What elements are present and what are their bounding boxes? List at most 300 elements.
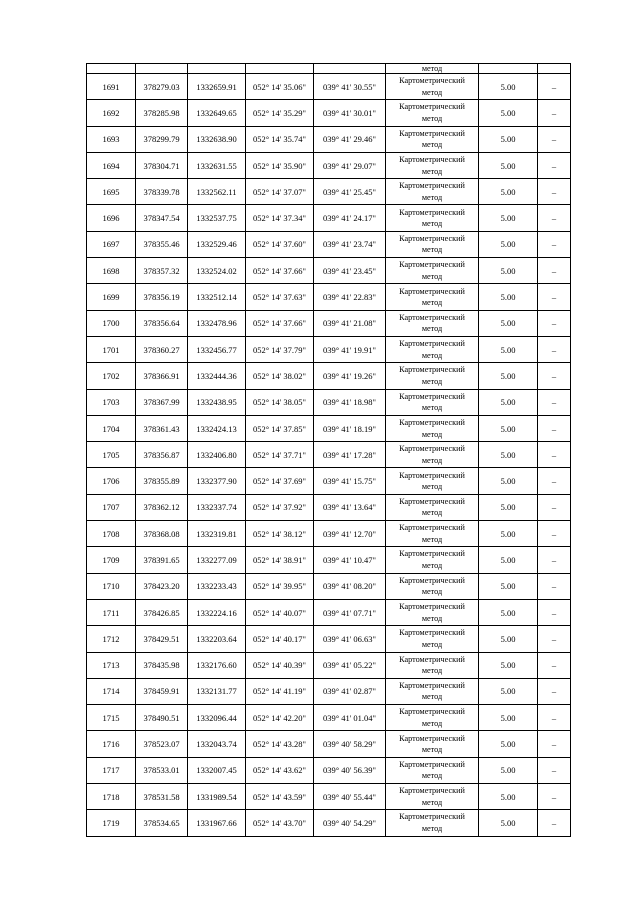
x-coordinate-cell: 378360.27: [136, 336, 188, 362]
note-cell: –: [538, 547, 571, 573]
method-line-2: метод: [421, 613, 443, 623]
method-line-1: Картометрический: [399, 575, 465, 585]
note-cell: –: [538, 415, 571, 441]
y-coordinate-cell: 1332424.13: [188, 415, 246, 441]
latitude-cell: 052° 14' 42.20": [246, 705, 314, 731]
method-cell: [386, 179, 479, 205]
table-row: [87, 415, 571, 441]
method-line-1: Картометрический: [399, 654, 465, 664]
table-row: [87, 363, 571, 389]
point-number-cell: 1697: [87, 231, 136, 257]
latitude-cell: 052° 14' 37.60": [246, 231, 314, 257]
note-cell: –: [538, 284, 571, 310]
method-line-2: метод: [421, 87, 443, 97]
accuracy-cell: 5.00: [479, 363, 538, 389]
longitude-cell: 039° 41' 13.64": [314, 494, 386, 520]
latitude-cell: 052° 14' 37.92": [246, 494, 314, 520]
y-coordinate-cell: 1332631.55: [188, 152, 246, 178]
method-cell: [386, 258, 479, 284]
longitude-cell: 039° 41' 21.08": [314, 310, 386, 336]
y-coordinate-cell: 1331967.66: [188, 810, 246, 836]
accuracy-cell: 5.00: [479, 678, 538, 704]
method-line-2: метод: [421, 192, 443, 202]
latitude-cell: 052° 14' 40.39": [246, 652, 314, 678]
longitude-cell: 039° 41' 19.26": [314, 363, 386, 389]
accuracy-cell: 5.00: [479, 521, 538, 547]
method-cell: [386, 468, 479, 494]
y-coordinate-cell: 1332524.02: [188, 258, 246, 284]
accuracy-cell: 5.00: [479, 810, 538, 836]
x-coordinate-cell: 378339.78: [136, 179, 188, 205]
method-cell: [386, 363, 479, 389]
x-coordinate-cell: 378304.71: [136, 152, 188, 178]
method-line-2: метод: [421, 639, 443, 649]
method-line-1: Картометрический: [399, 207, 465, 217]
accuracy-cell: 5.00: [479, 258, 538, 284]
note-cell: –: [538, 336, 571, 362]
point-number-cell: 1696: [87, 205, 136, 231]
y-coordinate-cell: 1332406.80: [188, 442, 246, 468]
method-line-1: Картометрический: [399, 602, 465, 612]
table-row: [87, 626, 571, 652]
accuracy-cell: 5.00: [479, 74, 538, 100]
note-cell: –: [538, 74, 571, 100]
point-number-cell: 1699: [87, 284, 136, 310]
method-line-1: Картометрический: [399, 733, 465, 743]
table-row: [87, 731, 571, 757]
method-line-1: Картометрический: [399, 233, 465, 243]
method-line-2: метод: [421, 718, 443, 728]
longitude-cell: 039° 40' 56.39": [314, 757, 386, 783]
note-cell: –: [538, 521, 571, 547]
note-cell: –: [538, 494, 571, 520]
point-number-cell: 1691: [87, 74, 136, 100]
longitude-cell: 039° 41' 18.19": [314, 415, 386, 441]
latitude-cell: 052° 14' 38.05": [246, 389, 314, 415]
y-coordinate-cell: 1332203.64: [188, 626, 246, 652]
point-number-cell: 1698: [87, 258, 136, 284]
x-coordinate-cell: 378435.98: [136, 652, 188, 678]
table-row: [87, 494, 571, 520]
x-coordinate-cell: 378531.58: [136, 784, 188, 810]
empty-cell: [188, 64, 246, 74]
method-line-2: метод: [421, 797, 443, 807]
x-coordinate-cell: 378355.46: [136, 231, 188, 257]
latitude-cell: 052° 14' 43.59": [246, 784, 314, 810]
accuracy-cell: 5.00: [479, 336, 538, 362]
method-line-2: метод: [421, 508, 443, 518]
method-line-2: метод: [421, 245, 443, 255]
empty-cell: [314, 64, 386, 74]
point-number-cell: 1692: [87, 100, 136, 126]
method-line-1: Картометрический: [399, 260, 465, 270]
latitude-cell: 052° 14' 35.29": [246, 100, 314, 126]
table-row: [87, 810, 571, 836]
point-number-cell: 1715: [87, 705, 136, 731]
latitude-cell: 052° 14' 37.69": [246, 468, 314, 494]
y-coordinate-cell: 1332043.74: [188, 731, 246, 757]
longitude-cell: 039° 41' 19.91": [314, 336, 386, 362]
table-row: [87, 310, 571, 336]
longitude-cell: 039° 41' 15.75": [314, 468, 386, 494]
latitude-cell: 052° 14' 40.17": [246, 626, 314, 652]
note-cell: –: [538, 310, 571, 336]
point-number-cell: 1694: [87, 152, 136, 178]
method-line-1: Картометрический: [399, 707, 465, 717]
y-coordinate-cell: 1332478.96: [188, 310, 246, 336]
method-line-2: метод: [421, 429, 443, 439]
x-coordinate-cell: 378533.01: [136, 757, 188, 783]
x-coordinate-cell: 378361.43: [136, 415, 188, 441]
latitude-cell: 052° 14' 37.66": [246, 310, 314, 336]
method-cell: [386, 626, 479, 652]
method-line-2: метод: [421, 771, 443, 781]
empty-cell: [136, 64, 188, 74]
accuracy-cell: 5.00: [479, 494, 538, 520]
method-line-1: Картометрический: [399, 312, 465, 322]
longitude-cell: 039° 41' 08.20": [314, 573, 386, 599]
longitude-cell: 039° 41' 29.46": [314, 126, 386, 152]
note-cell: –: [538, 205, 571, 231]
x-coordinate-cell: 378391.65: [136, 547, 188, 573]
method-line-2: метод: [421, 482, 443, 492]
method-cell: [386, 231, 479, 257]
accuracy-cell: 5.00: [479, 284, 538, 310]
table-row: [87, 678, 571, 704]
longitude-cell: 039° 41' 05.22": [314, 652, 386, 678]
accuracy-cell: 5.00: [479, 179, 538, 205]
method-cell: [386, 415, 479, 441]
accuracy-cell: 5.00: [479, 152, 538, 178]
latitude-cell: 052° 14' 38.02": [246, 363, 314, 389]
method-cell: [386, 100, 479, 126]
method-line-1: Картометрический: [399, 339, 465, 349]
table-row: [87, 389, 571, 415]
x-coordinate-cell: 378523.07: [136, 731, 188, 757]
accuracy-cell: 5.00: [479, 731, 538, 757]
y-coordinate-cell: 1332649.65: [188, 100, 246, 126]
x-coordinate-cell: 378356.87: [136, 442, 188, 468]
method-line-1: Картометрический: [399, 418, 465, 427]
latitude-cell: 052° 14' 37.63": [246, 284, 314, 310]
longitude-cell: 039° 41' 06.63": [314, 626, 386, 652]
longitude-cell: 039° 41' 25.45": [314, 179, 386, 205]
y-coordinate-cell: 1332529.46: [188, 231, 246, 257]
point-number-cell: 1718: [87, 784, 136, 810]
point-number-cell: 1705: [87, 442, 136, 468]
method-cell: [386, 494, 479, 520]
point-number-cell: 1719: [87, 810, 136, 836]
x-coordinate-cell: 378356.64: [136, 310, 188, 336]
x-coordinate-cell: 378490.51: [136, 705, 188, 731]
method-line-1: Картометрический: [399, 391, 465, 401]
method-line-1: Картометрический: [399, 181, 465, 191]
latitude-cell: 052° 14' 41.19": [246, 678, 314, 704]
y-coordinate-cell: 1332638.90: [188, 126, 246, 152]
method-line-2: метод: [421, 324, 443, 334]
accuracy-cell: 5.00: [479, 757, 538, 783]
y-coordinate-cell: 1332233.43: [188, 573, 246, 599]
method-line-2: метод: [421, 666, 443, 676]
x-coordinate-cell: 378366.91: [136, 363, 188, 389]
table-row: [87, 231, 571, 257]
point-number-cell: 1704: [87, 415, 136, 441]
accuracy-cell: 5.00: [479, 573, 538, 599]
x-coordinate-cell: 378285.98: [136, 100, 188, 126]
y-coordinate-cell: 1332456.77: [188, 336, 246, 362]
method-cell: [386, 731, 479, 757]
longitude-cell: 039° 41' 22.83": [314, 284, 386, 310]
note-cell: –: [538, 705, 571, 731]
x-coordinate-cell: 378356.19: [136, 284, 188, 310]
method-cell: [386, 336, 479, 362]
x-coordinate-cell: 378347.54: [136, 205, 188, 231]
point-number-cell: 1714: [87, 678, 136, 704]
latitude-cell: 052° 14' 37.34": [246, 205, 314, 231]
table-row: [87, 179, 571, 205]
y-coordinate-cell: 1332438.95: [188, 389, 246, 415]
longitude-cell: 039° 41' 18.98": [314, 389, 386, 415]
table-row: [87, 152, 571, 178]
latitude-cell: 052° 14' 43.70": [246, 810, 314, 836]
accuracy-cell: 5.00: [479, 468, 538, 494]
point-number-cell: 1700: [87, 310, 136, 336]
x-coordinate-cell: 378367.99: [136, 389, 188, 415]
longitude-cell: 039° 41' 17.28": [314, 442, 386, 468]
note-cell: –: [538, 731, 571, 757]
accuracy-cell: 5.00: [479, 784, 538, 810]
y-coordinate-cell: 1332444.36: [188, 363, 246, 389]
x-coordinate-cell: 378534.65: [136, 810, 188, 836]
accuracy-cell: 5.00: [479, 389, 538, 415]
note-cell: –: [538, 652, 571, 678]
continuation-row: [87, 64, 571, 74]
latitude-cell: 052° 14' 38.12": [246, 521, 314, 547]
x-coordinate-cell: 378429.51: [136, 626, 188, 652]
note-cell: –: [538, 810, 571, 836]
method-line-2: метод: [421, 113, 443, 123]
y-coordinate-cell: 1332562.11: [188, 179, 246, 205]
longitude-cell: 039° 41' 23.45": [314, 258, 386, 284]
note-cell: –: [538, 678, 571, 704]
method-line-2: метод: [421, 745, 443, 755]
table-row: [87, 442, 571, 468]
longitude-cell: 039° 40' 58.29": [314, 731, 386, 757]
method-line-1: Картометрический: [399, 812, 465, 822]
method-cell: [386, 652, 479, 678]
table-row: [87, 573, 571, 599]
latitude-cell: 052° 14' 43.28": [246, 731, 314, 757]
accuracy-cell: 5.00: [479, 205, 538, 231]
method-line-1: Картометрический: [399, 286, 465, 296]
accuracy-cell: 5.00: [479, 126, 538, 152]
method-line-1: Картометрический: [399, 680, 465, 690]
method-line-1: Картометрический: [399, 470, 465, 480]
table-row: [87, 652, 571, 678]
table-row: [87, 521, 571, 547]
table-row: [87, 258, 571, 284]
table-row: [87, 205, 571, 231]
table-row: [87, 284, 571, 310]
method-cell: [386, 152, 479, 178]
empty-cell: [246, 64, 314, 74]
method-line-1: Картометрический: [399, 786, 465, 796]
x-coordinate-cell: 378362.12: [136, 494, 188, 520]
x-coordinate-cell: 378459.91: [136, 678, 188, 704]
longitude-cell: 039° 41' 01.04": [314, 705, 386, 731]
method-cell: [386, 64, 479, 74]
latitude-cell: 052° 14' 39.95": [246, 573, 314, 599]
point-number-cell: 1695: [87, 179, 136, 205]
method-cell: [386, 442, 479, 468]
table-row: [87, 74, 571, 100]
latitude-cell: 052° 14' 37.79": [246, 336, 314, 362]
method-line-1: Картометрический: [399, 523, 465, 533]
accuracy-cell: 5.00: [479, 705, 538, 731]
note-cell: –: [538, 389, 571, 415]
longitude-cell: 039° 40' 55.44": [314, 784, 386, 810]
method-line-2: метод: [421, 403, 443, 413]
table-row: [87, 599, 571, 625]
method-cell: [386, 310, 479, 336]
method-line-2: метод: [421, 298, 443, 308]
x-coordinate-cell: 378279.03: [136, 74, 188, 100]
note-cell: –: [538, 363, 571, 389]
point-number-cell: 1709: [87, 547, 136, 573]
latitude-cell: 052° 14' 37.66": [246, 258, 314, 284]
note-cell: –: [538, 599, 571, 625]
accuracy-cell: 5.00: [479, 415, 538, 441]
method-cell: [386, 705, 479, 731]
method-line-1: Картометрический: [399, 549, 465, 559]
point-number-cell: 1702: [87, 363, 136, 389]
method-line-2: метод: [421, 376, 443, 386]
latitude-cell: 052° 14' 35.90": [246, 152, 314, 178]
point-number-cell: 1712: [87, 626, 136, 652]
method-line-2: метод: [421, 166, 443, 176]
point-number-cell: 1703: [87, 389, 136, 415]
x-coordinate-cell: 378368.08: [136, 521, 188, 547]
table-row: [87, 126, 571, 152]
point-number-cell: 1711: [87, 599, 136, 625]
empty-cell: [479, 64, 538, 74]
y-coordinate-cell: 1332512.14: [188, 284, 246, 310]
accuracy-cell: 5.00: [479, 547, 538, 573]
table-row: [87, 100, 571, 126]
method-line-2: метод: [421, 350, 443, 360]
y-coordinate-cell: 1332131.77: [188, 678, 246, 704]
accuracy-cell: 5.00: [479, 100, 538, 126]
y-coordinate-cell: 1332176.60: [188, 652, 246, 678]
x-coordinate-cell: 378423.20: [136, 573, 188, 599]
method-line-1: Картометрический: [399, 155, 465, 165]
accuracy-cell: 5.00: [479, 310, 538, 336]
point-number-cell: 1716: [87, 731, 136, 757]
method-cell: [386, 573, 479, 599]
x-coordinate-cell: 378426.85: [136, 599, 188, 625]
method-cell: [386, 757, 479, 783]
point-number-cell: 1708: [87, 521, 136, 547]
latitude-cell: 052° 14' 40.07": [246, 599, 314, 625]
accuracy-cell: 5.00: [479, 599, 538, 625]
longitude-cell: 039° 41' 30.55": [314, 74, 386, 100]
x-coordinate-cell: 378357.32: [136, 258, 188, 284]
note-cell: –: [538, 179, 571, 205]
y-coordinate-cell: 1331989.54: [188, 784, 246, 810]
note-cell: –: [538, 468, 571, 494]
point-number-cell: 1706: [87, 468, 136, 494]
latitude-cell: 052° 14' 37.07": [246, 179, 314, 205]
y-coordinate-cell: 1332007.45: [188, 757, 246, 783]
method-line-2: метод: [421, 219, 443, 229]
method-cell: [386, 547, 479, 573]
method-line-2: метод: [421, 64, 443, 73]
accuracy-cell: 5.00: [479, 231, 538, 257]
method-line-2: метод: [421, 455, 443, 465]
y-coordinate-cell: 1332277.09: [188, 547, 246, 573]
longitude-cell: 039° 40' 54.29": [314, 810, 386, 836]
method-cell: [386, 810, 479, 836]
y-coordinate-cell: 1332096.44: [188, 705, 246, 731]
y-coordinate-cell: 1332337.74: [188, 494, 246, 520]
method-cell: [386, 205, 479, 231]
method-line-2: метод: [421, 534, 443, 544]
y-coordinate-cell: 1332537.75: [188, 205, 246, 231]
point-number-cell: 1710: [87, 573, 136, 599]
latitude-cell: 052° 14' 37.71": [246, 442, 314, 468]
table-row: [87, 547, 571, 573]
latitude-cell: 052° 14' 37.85": [246, 415, 314, 441]
longitude-cell: 039° 41' 02.87": [314, 678, 386, 704]
table-row: [87, 468, 571, 494]
longitude-cell: 039° 41' 23.74": [314, 231, 386, 257]
method-line-1: Картометрический: [399, 128, 465, 138]
method-line-2: метод: [421, 271, 443, 281]
point-number-cell: 1717: [87, 757, 136, 783]
empty-cell: [538, 64, 571, 74]
point-number-cell: 1701: [87, 336, 136, 362]
point-number-cell: 1693: [87, 126, 136, 152]
y-coordinate-cell: 1332659.91: [188, 74, 246, 100]
empty-cell: [87, 64, 136, 74]
y-coordinate-cell: 1332224.16: [188, 599, 246, 625]
method-line-1: Картометрический: [399, 444, 465, 454]
coordinates-table: [86, 63, 571, 837]
table-body: [87, 64, 571, 837]
point-number-cell: 1707: [87, 494, 136, 520]
y-coordinate-cell: 1332319.81: [188, 521, 246, 547]
longitude-cell: 039° 41' 29.07": [314, 152, 386, 178]
x-coordinate-cell: 378299.79: [136, 126, 188, 152]
point-number-cell: 1713: [87, 652, 136, 678]
method-line-1: Картометрический: [399, 102, 465, 112]
method-cell: [386, 784, 479, 810]
longitude-cell: 039° 41' 07.71": [314, 599, 386, 625]
method-line-1: Картометрический: [399, 76, 465, 86]
x-coordinate-cell: 378355.89: [136, 468, 188, 494]
note-cell: –: [538, 231, 571, 257]
method-cell: [386, 74, 479, 100]
longitude-cell: 039° 41' 10.47": [314, 547, 386, 573]
table-row: [87, 336, 571, 362]
method-cell: [386, 126, 479, 152]
note-cell: –: [538, 126, 571, 152]
method-line-1: Картометрический: [399, 759, 465, 769]
latitude-cell: 052° 14' 35.74": [246, 126, 314, 152]
table-row: [87, 705, 571, 731]
table-row: [87, 757, 571, 783]
method-cell: [386, 521, 479, 547]
